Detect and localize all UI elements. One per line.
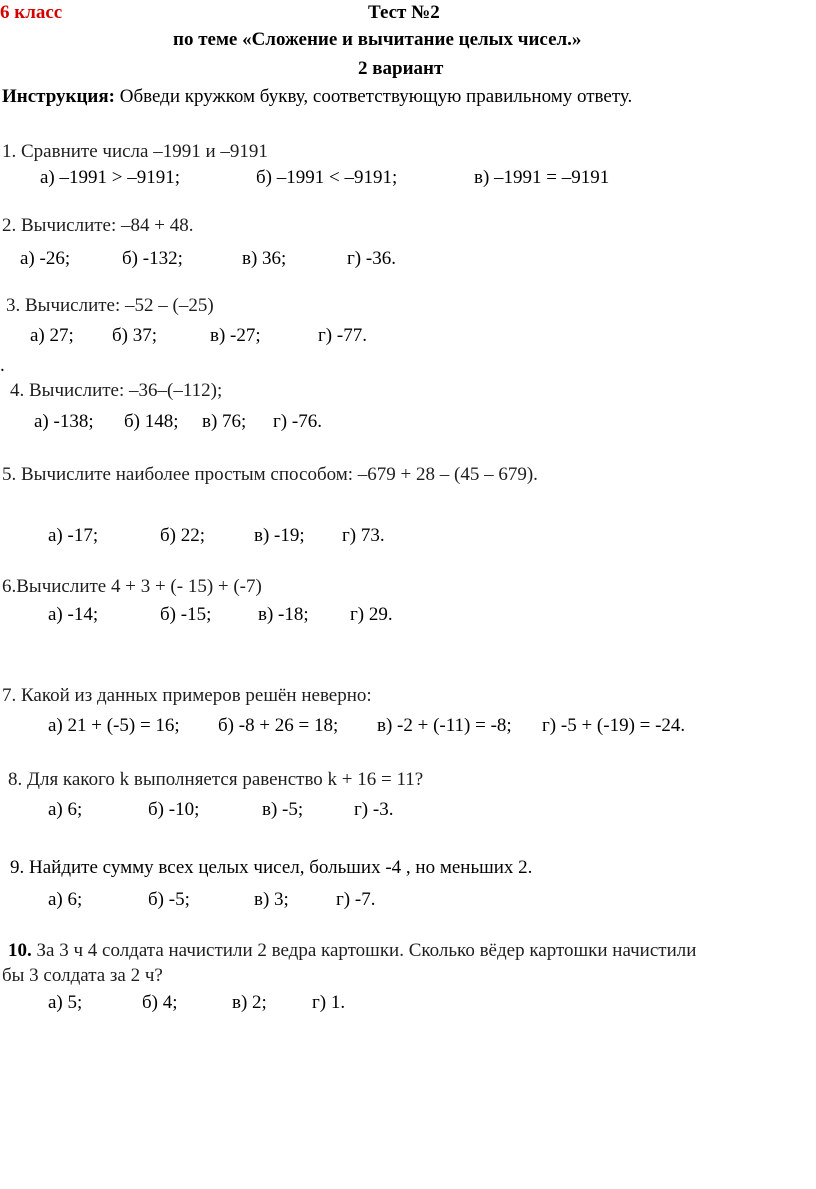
question-9: 9. Найдите сумму всех целых чисел, больших -4 , но меньших 2. [10,857,533,878]
option-d[interactable]: г) 1. [312,992,346,1013]
variant-label: 2 вариант [358,58,444,79]
option-c[interactable]: в) –1991 = –9191 [474,167,610,188]
option-b[interactable]: б) 22; [160,525,206,546]
option-c[interactable]: в) 76; [202,411,247,432]
option-c[interactable]: в) 36; [242,248,287,269]
question-10-number: 10. [8,940,32,961]
option-d[interactable]: г) -76. [273,411,322,432]
option-d[interactable]: г) -3. [354,799,394,820]
option-b[interactable]: б) –1991 < –9191; [256,167,398,188]
option-b[interactable]: б) 37; [112,325,158,346]
option-a[interactable]: а) 5; [48,992,83,1013]
instruction-text: Обведи кружком букву, соответствующую правильному ответу. [115,86,633,107]
test-title: Тест №2 [368,2,440,23]
question-3: 3. Вычислите: –52 – (–25) [6,295,214,316]
question-10-line2: бы 3 солдата за 2 ч? [2,965,163,986]
option-c[interactable]: в) -19; [254,525,305,546]
option-a[interactable]: а) 27; [30,325,74,346]
question-8-options [0,800,816,822]
option-a[interactable]: а) 6; [48,799,83,820]
instruction-label: Инструкция: [2,86,115,107]
option-a[interactable]: а) –1991 > –9191; [40,167,181,188]
option-a[interactable]: а) -138; [34,411,94,432]
option-d[interactable]: г) 73. [342,525,385,546]
option-a[interactable]: а) -26; [20,248,71,269]
option-d[interactable]: г) -7. [336,889,376,910]
question-10-text: За 3 ч 4 солдата начистили 2 ведра картошки. Сколько вёдер картошки начистили [31,940,697,961]
option-c[interactable]: в) -2 + (-11) = -8; [377,715,512,736]
question-10-options [0,993,816,1015]
option-b[interactable]: б) 148; [124,411,179,432]
question-7-options [0,716,816,738]
question-7: 7. Какой из данных примеров решён неверно: [2,685,372,706]
option-c[interactable]: в) 3; [254,889,289,910]
question-2: 2. Вычислите: –84 + 48. [2,215,194,236]
option-c[interactable]: в) 2; [232,992,267,1013]
option-d[interactable]: г) -77. [318,325,367,346]
instruction [2,87,632,106]
option-b[interactable]: б) -10; [148,799,200,820]
question-9-options [0,890,816,912]
question-10 [8,941,696,960]
question-8: 8. Для какого k выполняется равенство k + 16 = 11? [8,769,424,790]
test-topic: по теме «Сложение и вычитание целых чисел.» [173,29,582,50]
question-6: 6.Вычислите 4 + 3 + (- 15) + (-7) [2,576,262,597]
option-d[interactable]: г) -5 + (-19) = -24. [542,715,686,736]
option-c[interactable]: в) -27; [210,325,261,346]
question-5-options [0,526,816,548]
question-1: 1. Сравните числа –1991 и –9191 [2,141,268,162]
option-a[interactable]: а) 6; [48,889,83,910]
question-3-options [0,326,816,348]
option-d[interactable]: г) 29. [350,604,393,625]
option-b[interactable]: б) -8 + 26 = 18; [218,715,339,736]
option-d[interactable]: г) -36. [347,248,396,269]
question-2-options [0,249,816,271]
option-c[interactable]: в) -5; [262,799,304,820]
option-b[interactable]: б) -132; [122,248,183,269]
question-1-options [0,168,816,190]
question-4-options [0,412,816,434]
option-a[interactable]: а) -17; [48,525,99,546]
option-b[interactable]: б) -15; [160,604,212,625]
option-a[interactable]: а) -14; [48,604,99,625]
question-5: 5. Вычислите наиболее простым способом: –679 + 28 – (45 – 679). [2,464,538,485]
question-6-options [0,605,816,627]
stray-dot: . [0,355,5,376]
grade-label: 6 класс [0,2,63,23]
option-b[interactable]: б) -5; [148,889,190,910]
option-b[interactable]: б) 4; [142,992,178,1013]
option-a[interactable]: а) 21 + (-5) = 16; [48,715,180,736]
option-c[interactable]: в) -18; [258,604,309,625]
question-4: 4. Вычислите: –36–(–112); [10,380,223,401]
